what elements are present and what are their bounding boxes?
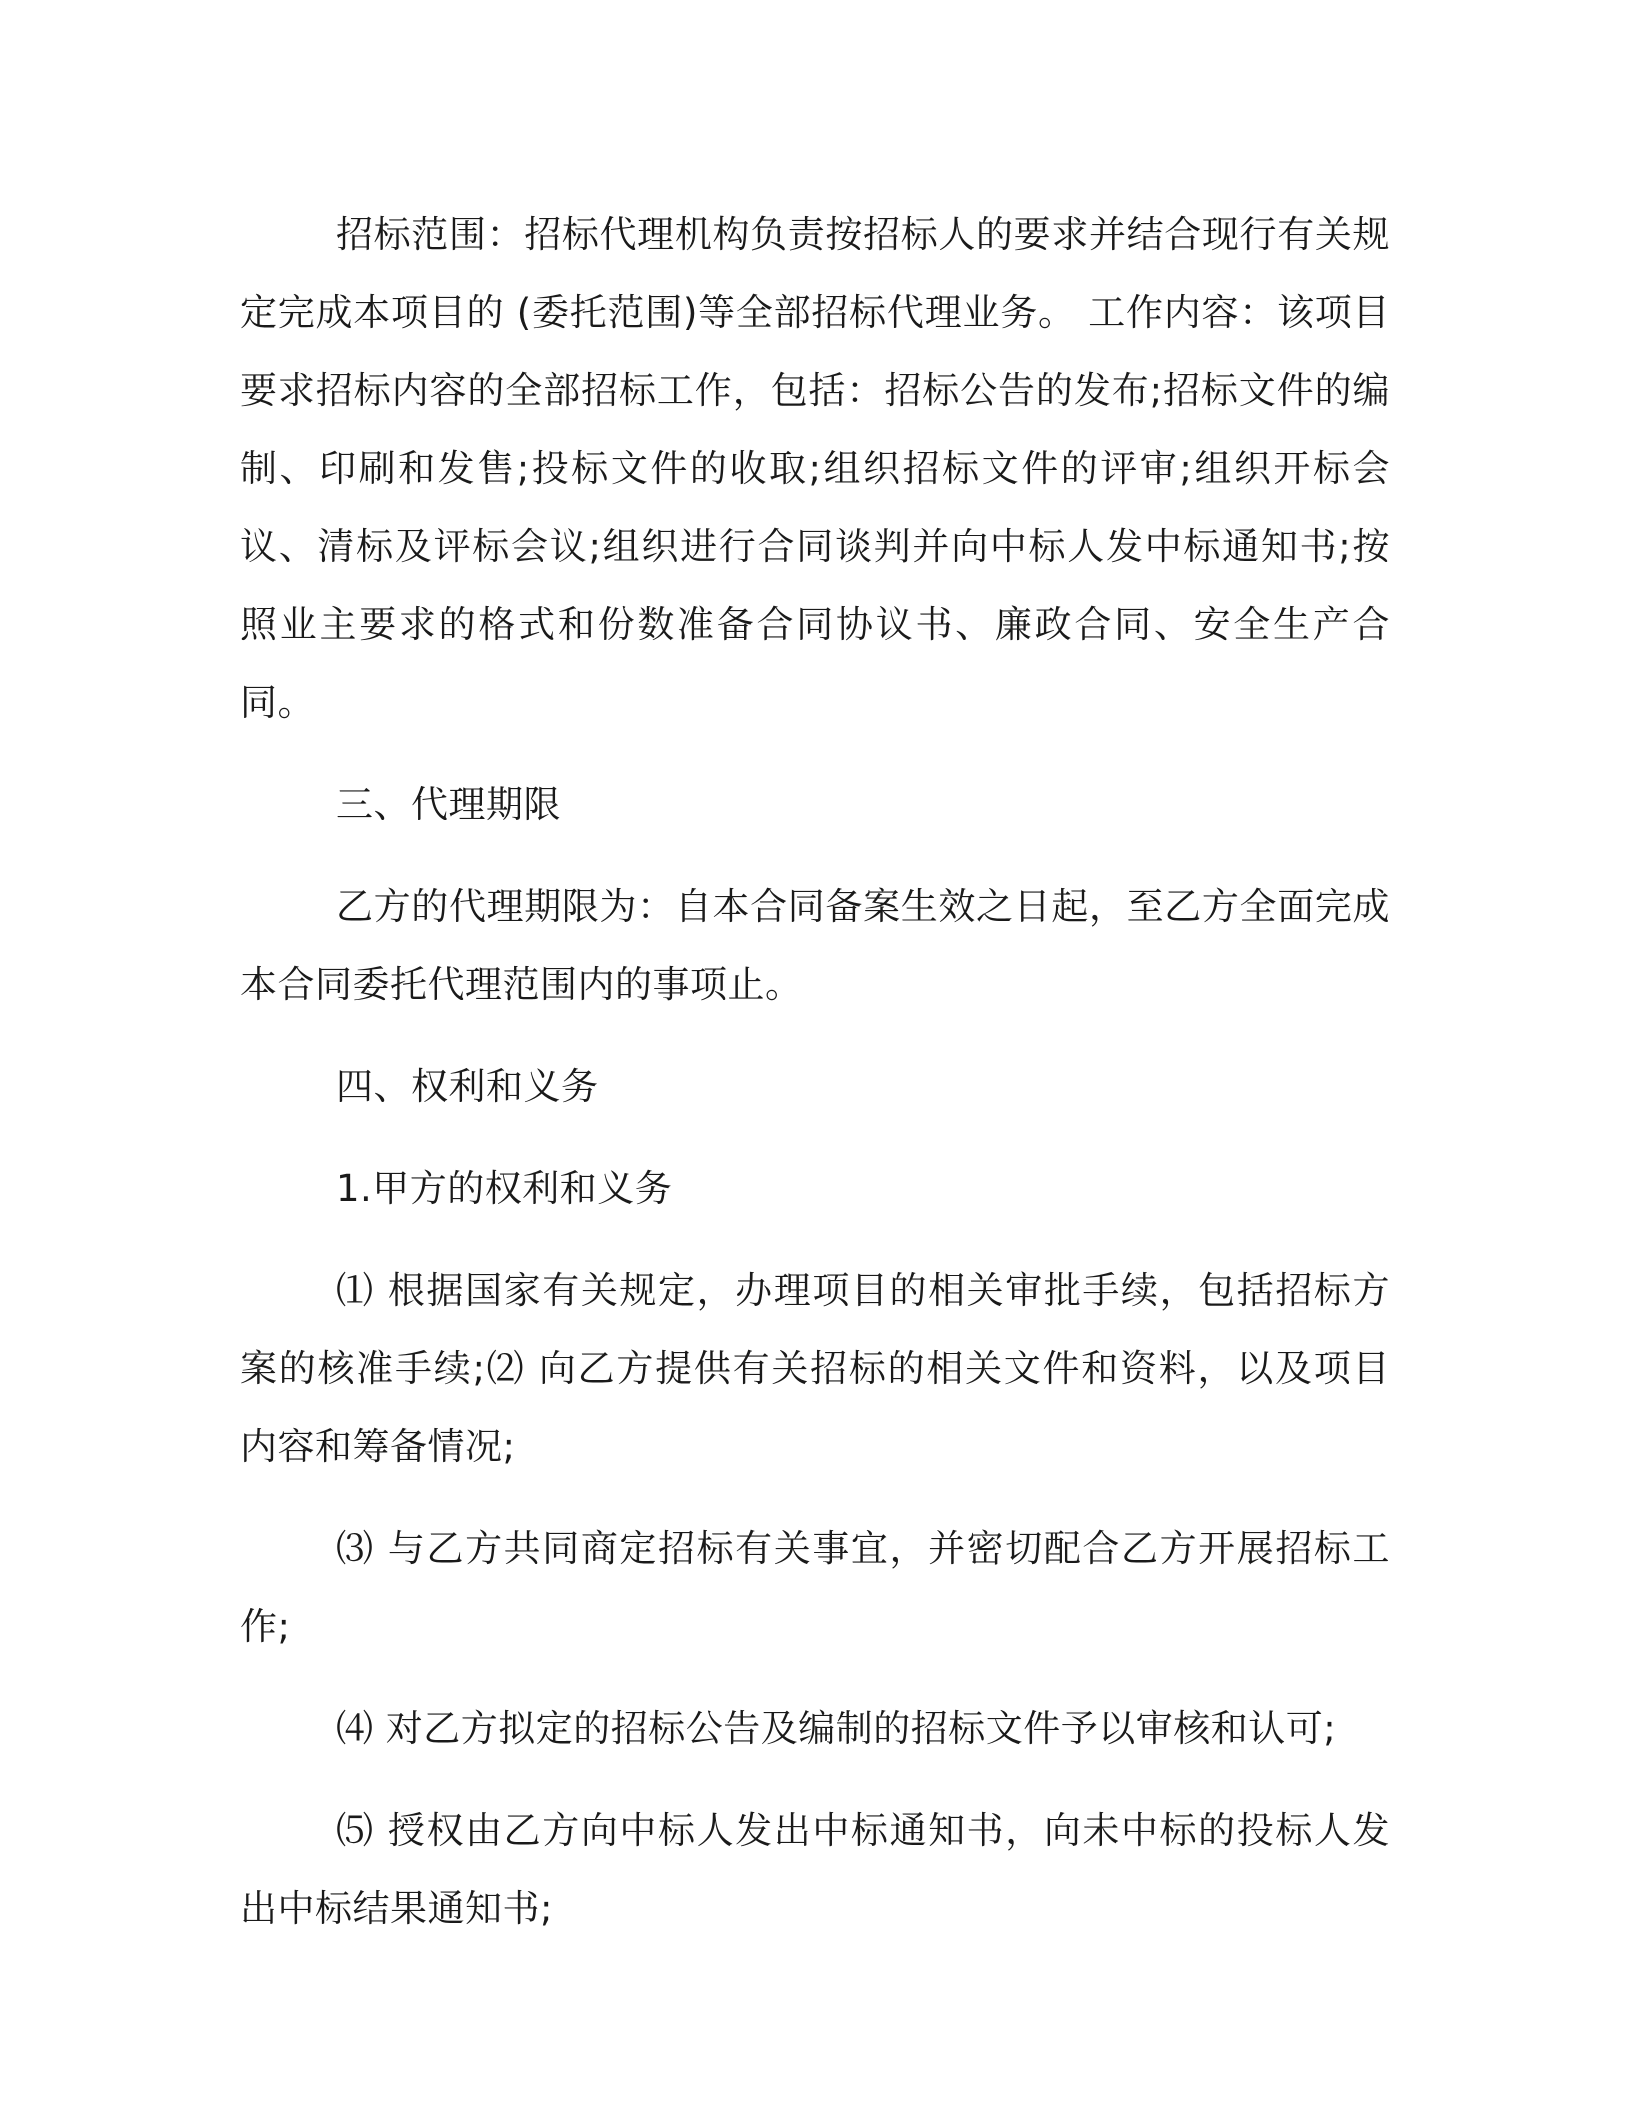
subheading-party-a: 1.甲方的权利和义务 xyxy=(336,1167,673,1210)
clause-5: ⑸ 授权由乙方向中标人发出中标通知书，向未中标的投标人发出中标结果通知书; xyxy=(240,1809,1390,1930)
clause-4: ⑷ 对乙方拟定的招标公告及编制的招标文件予以审核和认可; xyxy=(336,1707,1337,1750)
heading-agency-term: 三、代理期限 xyxy=(336,783,561,826)
clause-1-2: ⑴ 根据国家有关规定，办理项目的相关审批手续，包括招标方案的核准手续;⑵ 向乙方提供有关招标的相关文件和资料，以及项目内容和筹备情况; xyxy=(240,1269,1390,1468)
document-page xyxy=(240,196,1390,1948)
paragraph-gap xyxy=(240,1666,1390,1690)
paragraph-gap xyxy=(240,1228,1390,1252)
paragraph-gap xyxy=(240,1486,1390,1510)
paragraph-gap xyxy=(240,844,1390,868)
paragraph-gap xyxy=(240,1024,1390,1048)
paragraph-gap xyxy=(240,1126,1390,1150)
heading-rights-obligations: 四、权利和义务 xyxy=(336,1065,599,1108)
paragraph-agency-term: 乙方的代理期限为：自本合同备案生效之日起，至乙方全面完成本合同委托代理范围内的事项止。 xyxy=(240,885,1390,1006)
paragraph-gap xyxy=(240,1768,1390,1792)
clause-3: ⑶ 与乙方共同商定招标有关事宜，并密切配合乙方开展招标工作; xyxy=(240,1527,1390,1648)
paragraph-scope: 招标范围：招标代理机构负责按招标人的要求并结合现行有关规定完成本项目的 (委托范围)等全部招标代理业务。 工作内容：该项目要求招标内容的全部招标工作，包括：招标公告的发布;招标文件的编制、印刷和发售;投标文件的收取;组织招标文件的评审;组织开标会议、清标及评标会议;组织进行合同谈判并向中标人发中标通知书;按照业主要求的格式和份数准备合同协议书、廉政合同、安全生产合同。 xyxy=(240,213,1390,724)
paragraph-gap xyxy=(240,742,1390,766)
